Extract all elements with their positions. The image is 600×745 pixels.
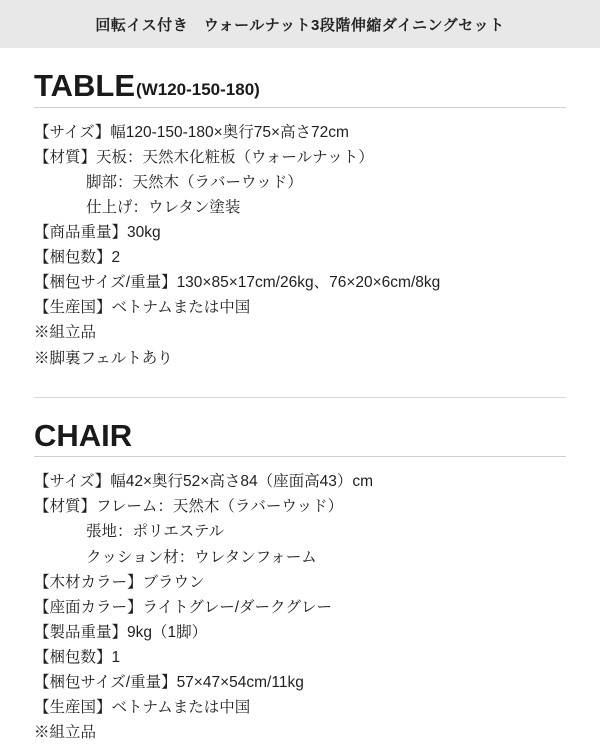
spec-content [0, 48, 600, 745]
spec-line: 【座面カラー】ライトグレー/ダークグレー [34, 598, 333, 616]
spec-line: 【梱包サイズ/重量】57×47×54cm/11kg [34, 674, 304, 692]
chair-spec-list [34, 469, 566, 745]
page-header [0, 0, 600, 48]
spec-line: 【商品重量】30kg [34, 223, 161, 241]
spec-line: 【サイズ】幅120-150-180×奥行75×高さ72cm [34, 123, 349, 141]
spec-line: 仕上げ：ウレタン塗装 [86, 198, 241, 216]
spec-line: 【梱包数】2 [34, 249, 121, 267]
section-chair-heading [34, 417, 566, 458]
spec-line: 【木材カラー】ブラウン [34, 573, 205, 591]
spec-line: 【材質】フレーム：天然木（ラバーウッド） [34, 498, 344, 516]
section-chair-title: CHAIR [34, 417, 133, 453]
section-table [34, 48, 566, 371]
spec-line: 【サイズ】幅42×奥行52×高さ84（座面高43）cm [34, 473, 373, 491]
spec-line: 脚部：天然木（ラバーウッド） [86, 173, 303, 191]
spec-line: 【梱包サイズ/重量】130×85×17cm/26kg、76×20×6cm/8kg [34, 274, 441, 292]
section-table-heading [34, 70, 566, 108]
spec-line: 【材質】天板：天然木化粧板（ウォールナット） [34, 148, 374, 166]
table-spec-list [34, 120, 566, 371]
spec-line: ※組立品 [34, 324, 97, 342]
section-table-title: TABLE [34, 68, 136, 103]
spec-line: 【梱包数】1 [34, 648, 121, 666]
spec-line: 【製品重量】9kg（1脚） [34, 623, 208, 641]
spec-line: ※脚裏フェルトあり [34, 349, 173, 367]
spec-line: クッション材：ウレタンフォーム [86, 548, 317, 566]
spec-line: ※組立品 [34, 724, 97, 742]
page-title: 回転イス付き ウォールナット3段階伸縮ダイニングセット [95, 16, 505, 34]
spec-line: 張地：ポリエステル [86, 523, 225, 541]
spec-line: 【生産国】ベトナムまたは中国 [34, 299, 251, 317]
spec-line: 【生産国】ベトナムまたは中国 [34, 699, 251, 717]
section-chair [34, 398, 566, 745]
section-table-subtitle: (W120-150-180) [136, 80, 260, 99]
